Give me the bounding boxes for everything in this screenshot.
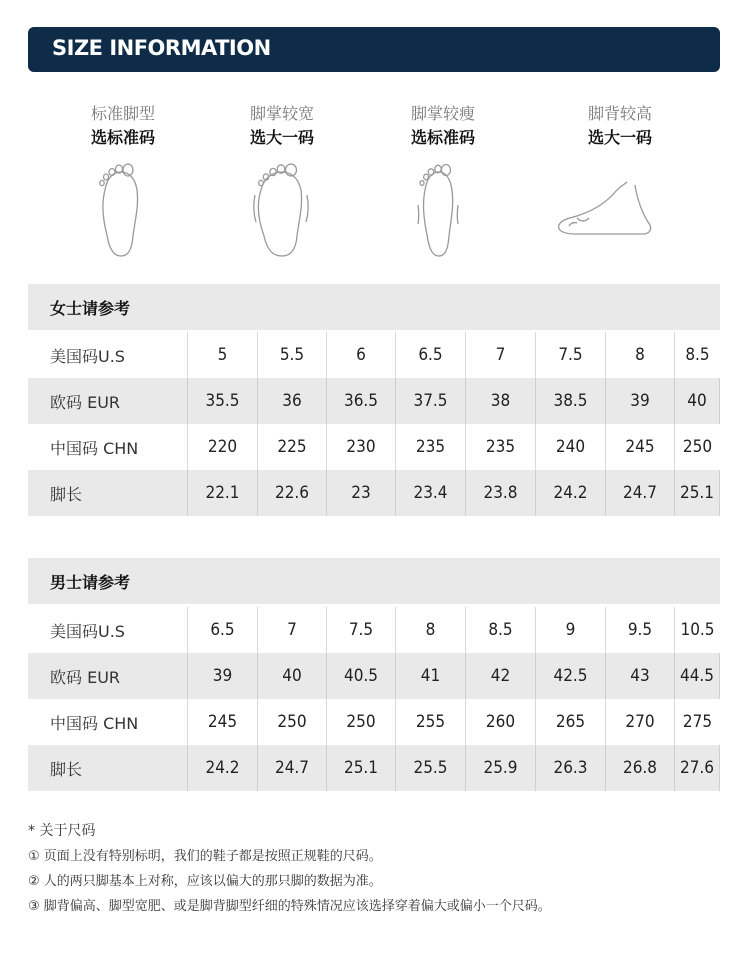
- wide-foot-icon: [253, 160, 311, 260]
- size-cell: 39: [606, 378, 675, 424]
- size-cell: 22.1: [188, 470, 258, 516]
- size-cell: 37.5: [396, 378, 466, 424]
- foot-type-standard: [43, 102, 203, 150]
- size-cell: 5: [188, 332, 258, 378]
- size-cell: 40.5: [327, 653, 396, 699]
- size-cell: 250: [682, 437, 713, 457]
- size-cell: 6.5: [396, 332, 466, 378]
- size-cell: 235: [396, 424, 466, 470]
- size-row: [28, 424, 720, 470]
- size-cell: 39: [188, 653, 258, 699]
- size-cell: 10.5: [680, 620, 715, 640]
- size-cell: 24.2: [188, 745, 258, 791]
- size-cell: 225: [258, 424, 327, 470]
- size-cell: 26.3: [536, 745, 606, 791]
- size-cell: 265: [536, 699, 606, 745]
- size-cell: 7.5: [536, 332, 606, 378]
- size-cell: 240: [536, 424, 606, 470]
- size-cell: 22.6: [258, 470, 327, 516]
- notes-title: * 关于尺码: [28, 823, 96, 839]
- size-cell: 250: [258, 699, 327, 745]
- foot-type-desc: 脚掌较瘦: [410, 104, 475, 123]
- row-label: 脚长: [28, 470, 188, 516]
- size-cell: 41: [396, 653, 466, 699]
- size-cell: 35.5: [188, 378, 258, 424]
- note-item: ② 人的两只脚基本上对称，应该以偏大的那只脚的数据为准。: [28, 874, 382, 889]
- size-row: [28, 332, 720, 378]
- foot-type-advice: 选大一码: [249, 128, 314, 147]
- size-cell: 36: [258, 378, 327, 424]
- size-cell: 9.5: [606, 607, 675, 653]
- women-section-title: [28, 284, 720, 330]
- foot-type-wide: [202, 102, 362, 150]
- size-cell: 42: [466, 653, 536, 699]
- standard-foot-icon: [95, 160, 145, 260]
- size-notes: [28, 818, 728, 919]
- size-cell: 230: [327, 424, 396, 470]
- size-cell: 245: [606, 424, 675, 470]
- row-label: 欧码 EUR: [28, 653, 188, 699]
- men-size-table: [28, 607, 720, 791]
- foot-type-advice: 选标准码: [410, 128, 475, 147]
- size-cell: 6: [327, 332, 396, 378]
- row-label: 中国码 CHN: [28, 424, 188, 470]
- size-info-header: [28, 27, 720, 72]
- size-cell: 44.5: [675, 653, 720, 699]
- foot-type-advice: 选标准码: [90, 128, 155, 147]
- foot-type-desc: 标准脚型: [90, 104, 155, 123]
- size-cell: 255: [396, 699, 466, 745]
- row-label: 欧码 EUR: [28, 378, 188, 424]
- size-cell: 25.1: [675, 470, 720, 516]
- size-cell: 5.5: [258, 332, 327, 378]
- size-cell: 25.9: [466, 745, 536, 791]
- size-cell: 250: [327, 699, 396, 745]
- size-cell: 42.5: [536, 653, 606, 699]
- size-row: [28, 378, 720, 424]
- size-cell: 38.5: [536, 378, 606, 424]
- size-cell: 27.6: [675, 745, 720, 791]
- size-row: [28, 470, 720, 516]
- size-cell: 7: [466, 332, 536, 378]
- high-instep-foot-icon: [555, 160, 655, 240]
- header-title: SIZE INFORMATION: [52, 36, 271, 60]
- size-cell: 8.5: [466, 607, 536, 653]
- foot-type-desc: 脚掌较宽: [249, 104, 314, 123]
- size-cell: 235: [466, 424, 536, 470]
- size-cell: 8: [606, 332, 675, 378]
- note-item: ① 页面上没有特别标明，我们的鞋子都是按照正规鞋的尺码。: [28, 849, 382, 864]
- size-cell: 36.5: [327, 378, 396, 424]
- size-cell: 23: [327, 470, 396, 516]
- size-cell: 8.5: [685, 345, 710, 365]
- note-item: ③ 脚背偏高、脚型宽肥、或是脚背脚型纤细的特殊情况应该选择穿着偏大或偏小一个尺码。: [28, 899, 551, 914]
- size-cell: 260: [466, 699, 536, 745]
- size-cell: 26.8: [606, 745, 675, 791]
- size-cell: 38: [466, 378, 536, 424]
- size-cell: 245: [188, 699, 258, 745]
- size-cell: 43: [606, 653, 675, 699]
- women-size-table: [28, 332, 720, 516]
- size-cell: 220: [188, 424, 258, 470]
- size-cell: 7.5: [327, 607, 396, 653]
- row-label: 美国码U.S: [28, 607, 188, 653]
- size-cell: 9: [536, 607, 606, 653]
- size-row: [28, 699, 720, 745]
- size-cell: 24.2: [536, 470, 606, 516]
- size-cell: 275: [682, 712, 713, 732]
- size-cell: 24.7: [606, 470, 675, 516]
- size-cell: 8: [396, 607, 466, 653]
- size-cell: 40: [675, 378, 720, 424]
- size-cell: 25.1: [327, 745, 396, 791]
- men-title: 男士请参考: [50, 573, 131, 592]
- size-cell: 24.7: [258, 745, 327, 791]
- size-row: [28, 607, 720, 653]
- foot-type-thin: [363, 102, 523, 150]
- size-row: [28, 745, 720, 791]
- row-label: 美国码U.S: [28, 332, 188, 378]
- thin-foot-icon: [412, 160, 464, 260]
- women-title: 女士请参考: [50, 299, 131, 318]
- size-cell: 25.5: [396, 745, 466, 791]
- row-label: 脚长: [28, 745, 188, 791]
- size-cell: 23.4: [396, 470, 466, 516]
- row-label: 中国码 CHN: [28, 699, 188, 745]
- foot-type-high-instep: [540, 102, 700, 150]
- men-section-title: [28, 558, 720, 604]
- foot-type-advice: 选大一码: [587, 128, 652, 147]
- size-cell: 7: [258, 607, 327, 653]
- size-cell: 270: [606, 699, 675, 745]
- size-cell: 23.8: [466, 470, 536, 516]
- size-cell: 6.5: [188, 607, 258, 653]
- foot-type-desc: 脚背较高: [587, 104, 652, 123]
- size-row: [28, 653, 720, 699]
- size-cell: 40: [258, 653, 327, 699]
